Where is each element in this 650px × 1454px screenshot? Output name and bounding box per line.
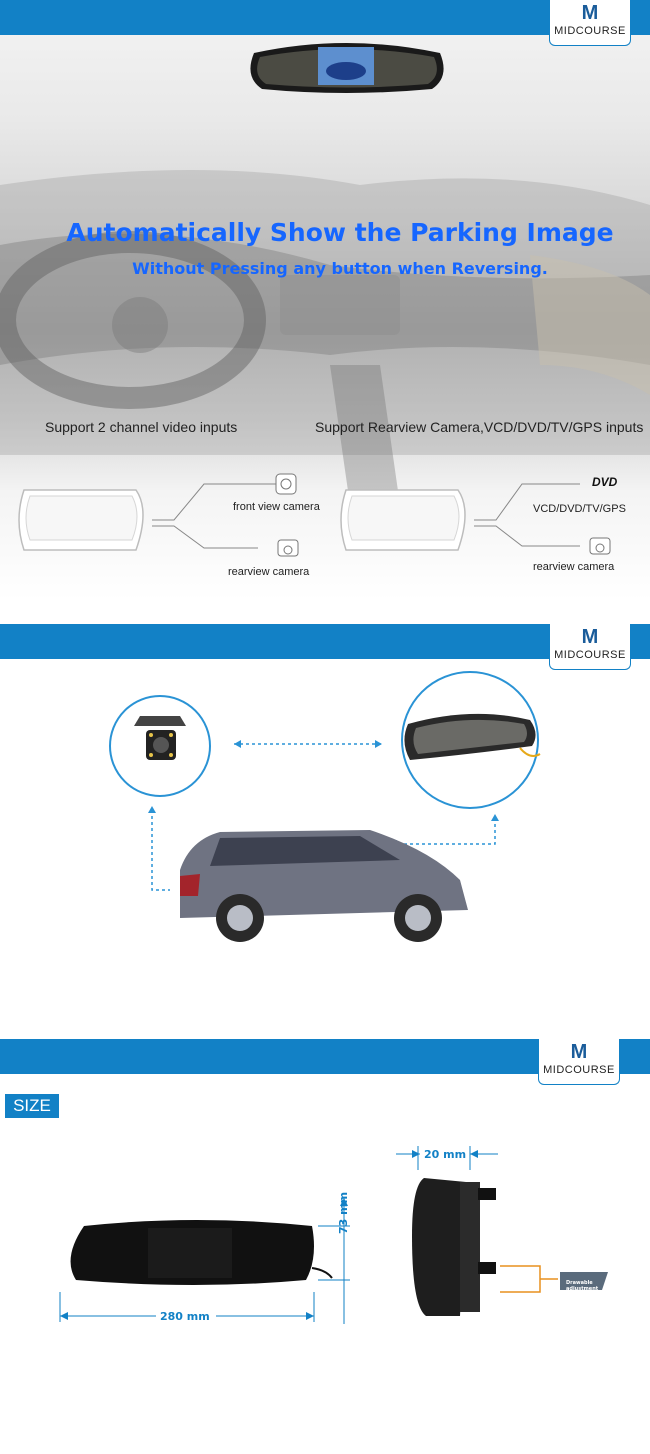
width-dimension: 280 mm (160, 1310, 210, 1323)
front-camera-label: front view camera (233, 501, 320, 513)
size-tag: SIZE (5, 1094, 59, 1118)
hero-section (0, 0, 650, 600)
mirror-side-view (390, 1146, 630, 1326)
depth-dimension: 20 mm (424, 1148, 467, 1161)
two-channel-diagram (14, 470, 314, 562)
left-input-title: Support 2 channel video inputs (45, 419, 238, 435)
rearview-mirror-image (246, 37, 448, 95)
height-dimension: 73 mm (337, 1191, 350, 1234)
right-input-title: Support Rearview Camera,VCD/DVD/TV/GPS inputs (315, 419, 644, 435)
mirror-front-view (56, 1198, 356, 1328)
adjustment-note: Drawable adjustment (566, 1280, 599, 1292)
brand-logo-3 (538, 1039, 620, 1085)
dvd-badge: DVD (592, 475, 618, 489)
hero-headline: Automatically Show the Parking Image (66, 218, 614, 247)
logo-text-2: MIDCOURSE (554, 649, 626, 661)
logo-text: MIDCOURSE (554, 25, 626, 37)
logo-initial-3: M (570, 1041, 588, 1063)
logo-text-3: MIDCOURSE (543, 1064, 615, 1076)
brand-logo-2 (549, 624, 631, 670)
vcd-dvd-label: VCD/DVD/TV/GPS (533, 503, 626, 515)
hero-subheadline: Without Pressing any button when Reversing. (132, 259, 548, 278)
logo-initial-2: M (581, 626, 599, 648)
installation-diagram (100, 670, 560, 950)
logo-initial: M (581, 2, 599, 24)
multi-input-diagram (336, 470, 626, 562)
right-rear-camera-label: rearview camera (533, 561, 615, 573)
left-rear-camera-label: rearview camera (228, 566, 310, 578)
